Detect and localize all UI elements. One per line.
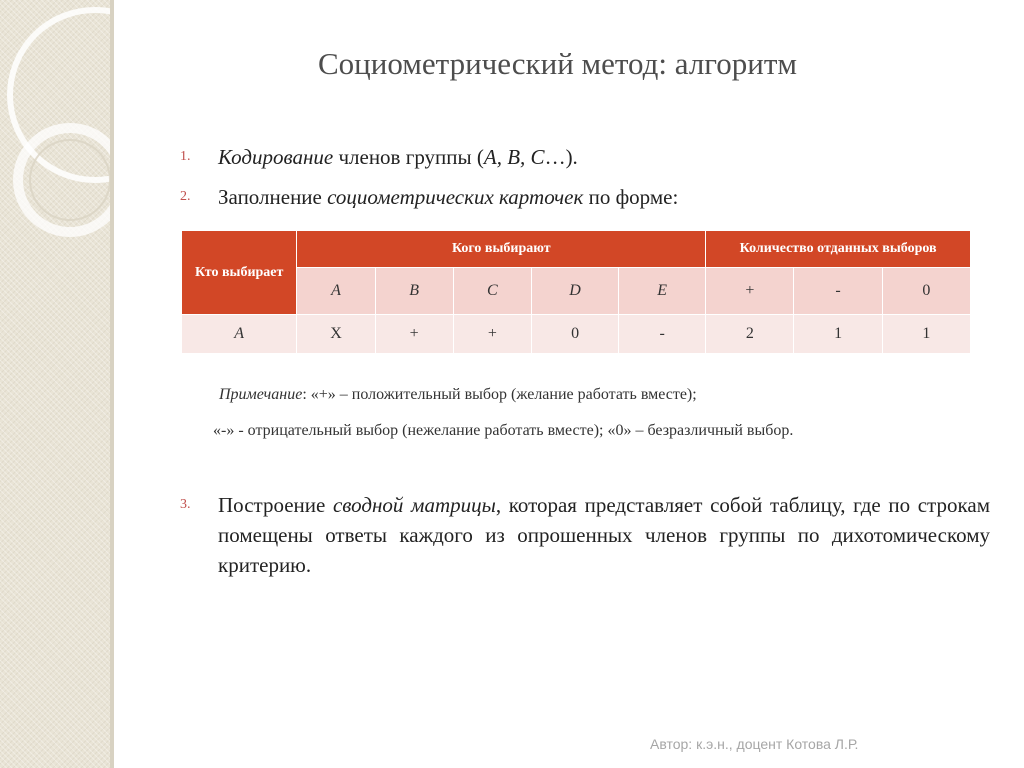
list-number: 1. bbox=[180, 149, 191, 164]
note-line-1 bbox=[219, 386, 697, 404]
list-number: 3. bbox=[180, 497, 191, 512]
table-cell: В bbox=[375, 268, 453, 315]
item-text-part: Заполнение bbox=[218, 185, 328, 209]
slide-title: Социометрический метод: алгоритм bbox=[318, 46, 797, 81]
table-cell: 2 bbox=[706, 315, 794, 354]
decorative-circles-icon bbox=[0, 0, 114, 768]
table-cell: С bbox=[453, 268, 531, 315]
table-cell: + bbox=[453, 315, 531, 354]
note-line-2: «-» - отрицательный выбор (нежелание работать вместе); «0» – безразличный выбор. bbox=[213, 422, 794, 439]
note-label: Примечание bbox=[219, 386, 303, 403]
table-cell: D bbox=[532, 268, 619, 315]
list-item-3 bbox=[180, 490, 990, 580]
sociometric-card-table bbox=[181, 230, 971, 354]
list-item-1 bbox=[180, 142, 990, 172]
table-cell: Х bbox=[297, 315, 375, 354]
table-cell: 1 bbox=[794, 315, 882, 354]
table-cell: - bbox=[619, 315, 706, 354]
header-choice-count: Количество отданных выборов bbox=[706, 231, 971, 268]
item-text-part: социометрических карточек bbox=[327, 185, 584, 209]
item-text-part: членов группы ( bbox=[333, 145, 484, 169]
author-footer: Автор: к.э.н., доцент Котова Л.Р. bbox=[650, 736, 859, 752]
list-number: 2. bbox=[180, 189, 191, 204]
item-text-part: , которая представляет собой таблицу, где по строкам помещены ответы каждого из опрошенных членов группы по дихотомическому критерию. bbox=[218, 493, 990, 577]
table-cell: + bbox=[706, 268, 794, 315]
table-cell: - bbox=[794, 268, 882, 315]
item-text-part: …). bbox=[544, 145, 578, 169]
table-row bbox=[182, 315, 971, 354]
decorative-side-panel bbox=[0, 0, 110, 768]
table-cell: А bbox=[297, 268, 375, 315]
note-text: : «+» – положительный выбор (желание работать вместе); bbox=[302, 386, 697, 403]
table-cell: А bbox=[182, 315, 297, 354]
item-text-part: по форме: bbox=[583, 185, 679, 209]
table-cell: 0 bbox=[882, 268, 970, 315]
item-text-part: Построение bbox=[218, 493, 333, 517]
item-text-part: А, В, С bbox=[483, 145, 545, 169]
table-cell: + bbox=[375, 315, 453, 354]
item-text-part: сводной матрицы bbox=[332, 493, 496, 517]
side-panel-edge bbox=[110, 0, 114, 768]
table-cell: 0 bbox=[532, 315, 619, 354]
header-whom-chosen: Кого выбирают bbox=[297, 231, 706, 268]
item-text-part: Кодирование bbox=[218, 145, 334, 169]
table-cell: Е bbox=[619, 268, 706, 315]
table-cell: 1 bbox=[882, 315, 970, 354]
header-who-chooses: Кто выбирает bbox=[182, 231, 297, 315]
list-item-2 bbox=[180, 182, 990, 212]
